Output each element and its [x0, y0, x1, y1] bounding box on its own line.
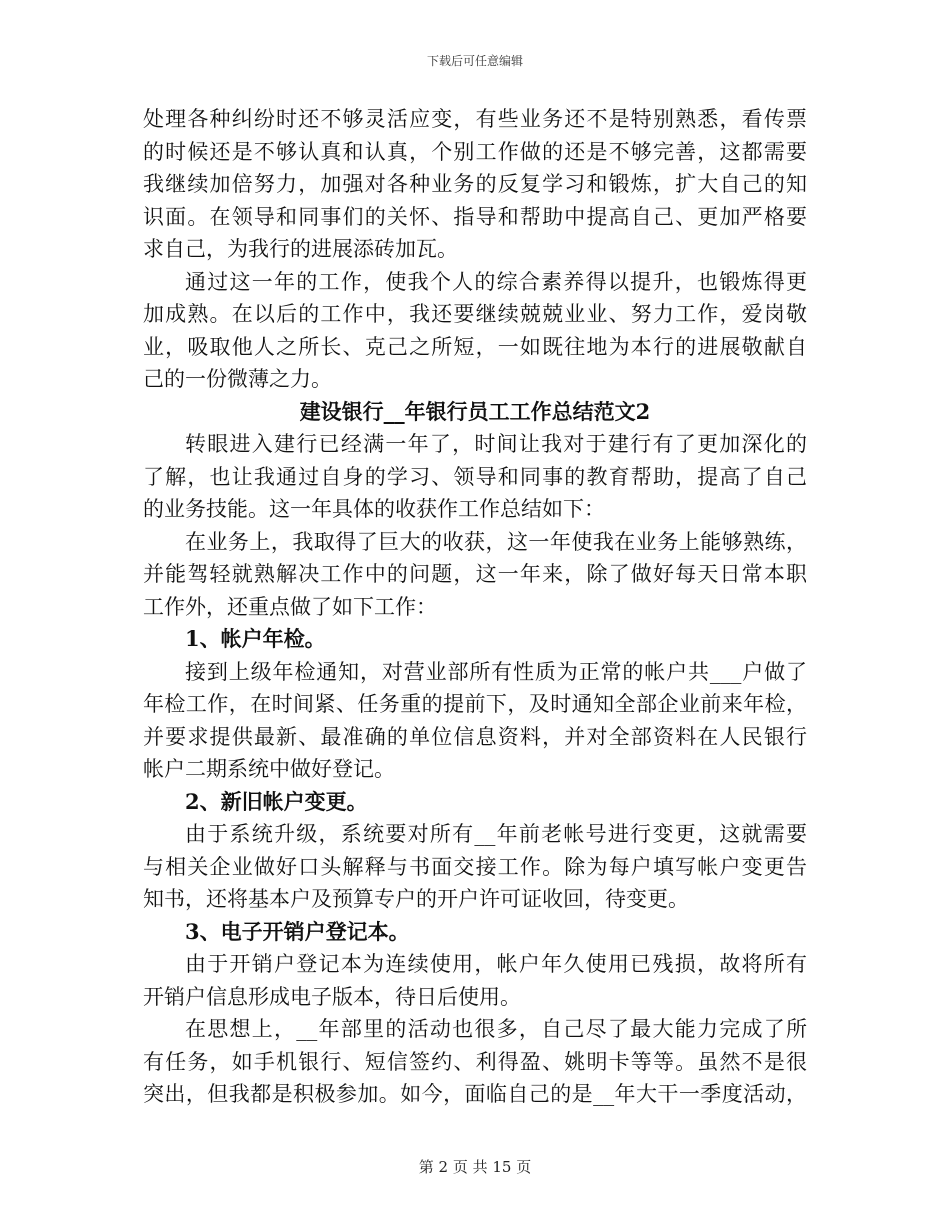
text-line: 与相关企业做好口头解释与书面交接工作。除为每户填写帐户变更告 [143, 854, 807, 879]
text-line: 突出，但我都是积极参加。如今，面临自己的是__年大干一季度活动， [143, 1082, 807, 1106]
page-header: 下载后可任意编辑 [426, 54, 523, 68]
text-line: 帐户二期系统中做好登记。 [143, 757, 395, 781]
text-line: 年检工作，在时间紧、任务重的提前下，及时通知全部企业前来年检， [143, 692, 807, 716]
text-line: 在业务上，我取得了巨大的收获，这一年使我在业务上能够熟练， [185, 529, 807, 554]
item-heading: 2、新旧帐户变更。 [185, 788, 368, 814]
text-line: 并要求提供最新、最准确的单位信息资料，并对全部资料在人民银行 [143, 724, 807, 749]
text-line: 由于开销户登记本为连续使用，帐户年久使用已残损，故将所有 [185, 952, 807, 976]
text-line: 知书，还将基本户及预算专户的开户许可证收回，待变更。 [143, 887, 689, 911]
section-title: 建设银行__年银行员工工作总结范文2 [299, 398, 651, 424]
text-line: 接到上级年检通知，对营业部所有性质为正常的帐户共___户做了 [185, 659, 807, 684]
text-line: 开销户信息形成电子版本，待日后使用。 [143, 984, 521, 1009]
document-body [143, 103, 807, 1111]
page-footer: 第 2 页 共 15 页 [418, 1158, 532, 1176]
text-line: 由于系统升级，系统要对所有__年前老帐号进行变更，这就需要 [185, 822, 807, 846]
text-line: 并能驾轻就熟解决工作中的问题，这一年来，除了做好每天日常本职 [143, 562, 807, 586]
text-line: 加成熟。在以后的工作中，我还要继续兢兢业业、努力工作，爱岗敬 [143, 302, 807, 326]
text-line: 己的一份微薄之力。 [143, 367, 332, 391]
item-heading: 3、电子开销户登记本。 [185, 918, 410, 944]
text-line: 了解，也让我通过自身的学习、领导和同事的教育帮助，提高了自己 [143, 464, 807, 489]
text-line: 转眼进入建行已经满一年了，时间让我对于建行有了更加深化的 [185, 432, 807, 456]
text-line: 在思想上，__年部里的活动也很多，自己尽了最大能力完成了所 [185, 1017, 807, 1041]
text-line: 的时候还是不够认真和认真，个别工作做的还是不够完善，这都需要 [143, 139, 807, 164]
text-line: 识面。在领导和同事们的关怀、指导和帮助中提高自己、更加严格要 [143, 204, 807, 229]
text-line: 处理各种纠纷时还不够灵活应变，有些业务还不是特别熟悉，看传票 [143, 107, 807, 131]
text-line: 的业务技能。这一年具体的收获作工作总结如下： [143, 497, 605, 521]
text-line: 业，吸取他人之所长、克己之所短，一如既往地为本行的进展敬献自 [143, 334, 807, 359]
text-line: 有任务，如手机银行、短信签约、利得盈、姚明卡等等。虽然不是很 [143, 1049, 807, 1074]
text-line: 求自己，为我行的进展添砖加瓦。 [143, 237, 458, 261]
text-line: 工作外，还重点做了如下工作： [143, 594, 437, 619]
item-heading: 1、帐户年检。 [185, 626, 326, 651]
text-line: 我继续加倍努力，加强对各种业务的反复学习和锻炼，扩大自己的知 [143, 172, 807, 196]
text-line: 通过这一年的工作，使我个人的综合素养得以提升，也锻炼得更 [185, 269, 807, 294]
